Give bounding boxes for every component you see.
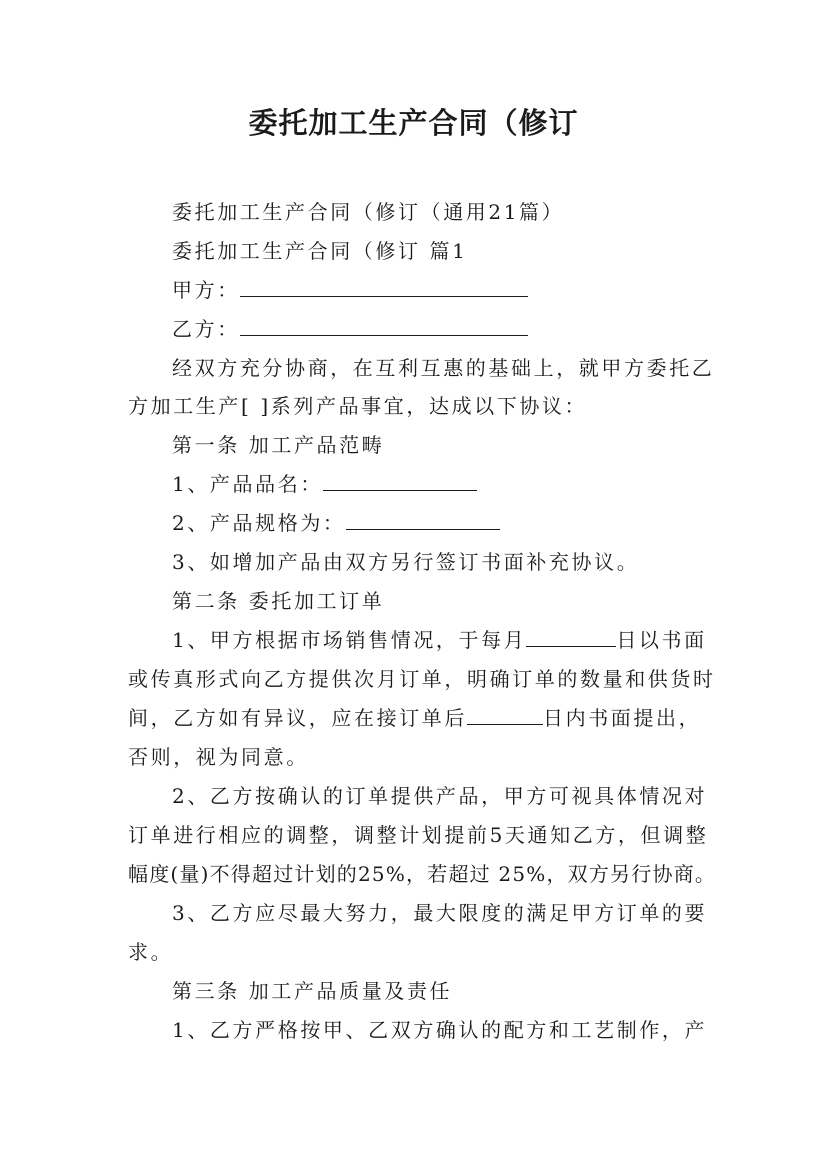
article-2-para-3-line-1: 3、乙方应尽最大努力，最大限度的满足甲方订单的要 <box>172 901 708 925</box>
article-2-heading: 第二条 委托加工订单 <box>172 589 385 613</box>
article-2-para-1-line-4: 否则，视为同意。 <box>128 745 309 769</box>
article-2-para-3-line-2: 求。 <box>128 940 174 964</box>
objection-prefix: 间，乙方如有异议，应在接订单后 <box>128 706 467 730</box>
article-2-para-2-line-1: 2、乙方按确认的订单提供产品，甲方可视具体情况对 <box>172 784 708 808</box>
part-heading: 委托加工生产合同（修订 篇1 <box>172 239 468 263</box>
order-day-blank <box>526 626 616 647</box>
party-b-line <box>172 315 528 343</box>
intro-line-2: 方加工生产[ ]系列产品事宜，达成以下协议： <box>128 394 588 418</box>
objection-suffix: 日内书面提出， <box>543 706 702 730</box>
order-date-prefix: 1、甲方根据市场销售情况，于每月 <box>172 628 527 652</box>
article-1-item-1 <box>172 470 477 498</box>
article-3-para-1-line-1: 1、乙方严格按甲、乙双方确认的配方和工艺制作，产 <box>172 1018 708 1042</box>
product-spec-label: 2、产品规格为： <box>172 511 346 535</box>
product-spec-blank <box>346 509 500 530</box>
document-subtitle: 委托加工生产合同（修订（通用21篇） <box>172 200 565 224</box>
product-name-label: 1、产品品名： <box>172 472 323 496</box>
article-1-item-3: 3、如增加产品由双方另行签订书面补充协议。 <box>172 550 640 574</box>
party-b-label: 乙方： <box>172 317 240 341</box>
article-3-heading: 第三条 加工产品质量及责任 <box>172 979 453 1003</box>
article-2-para-2-line-2: 订单进行相应的调整，调整计划提前5天通知乙方，但调整 <box>128 823 709 847</box>
article-2-para-1-line-2: 或传真形式向乙方提供次月订单，明确订单的数量和供货时 <box>128 667 716 691</box>
party-a-label: 甲方： <box>172 278 240 302</box>
article-2-para-1-line-3 <box>128 704 701 732</box>
party-a-blank <box>240 276 528 297</box>
party-a-line <box>172 276 528 304</box>
article-1-heading: 第一条 加工产品范畴 <box>172 433 385 457</box>
objection-days-blank <box>467 704 543 725</box>
article-1-item-2 <box>172 509 500 537</box>
article-2-para-2-line-3: 幅度(量)不得超过计划的25%，若超过 25%，双方另行协商。 <box>128 862 717 886</box>
intro-line-1: 经双方充分协商，在互利互惠的基础上，就甲方委托乙 <box>172 356 715 380</box>
article-2-para-1-line-1 <box>172 626 707 654</box>
order-date-suffix: 日以书面 <box>616 628 707 652</box>
document-title: 委托加工生产合同（修订 <box>248 106 579 140</box>
product-name-blank <box>323 470 477 491</box>
party-b-blank <box>240 315 528 336</box>
